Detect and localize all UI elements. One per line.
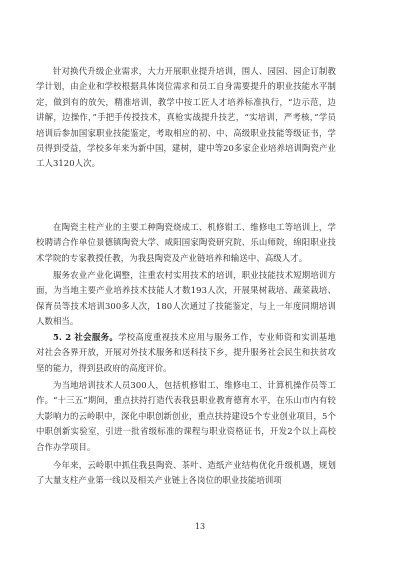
section-heading-social-service: 5. 2 社会服务。 <box>53 332 119 342</box>
paragraph-pillar-industry-training: 在陶瓷主柱产业的主要工种陶瓷烧成工、机修钳工、维修电工等培训上，学校聘请合作单位景德镇陶瓷大学、咸阳国家陶瓷研究院、乐山师院，绵阳职业技术学院的专家教授任教，为我县陶瓷及产业链培养和输送中、高级人才。 <box>36 222 336 263</box>
paragraph-social-service <box>36 330 336 376</box>
paragraph-local-training: 为当地培训技术人员300人，包括机修钳工、维修电工、计算机操作员等工作。“十三五”期间，重点扶持打造代表我县职业教育德育水平，在乐山市内有较大影响力的云岭职中，深化中职创新创业，重点扶持建设5个专业创业项目，5个中职创新实验室，引进一批省级标准的课程与职业资格证书，开发2个以上高校合作办学项目。 <box>36 380 336 452</box>
paragraph-this-year: 今年来，云岭职中抓住我县陶瓷、茶叶、造纸产业结构优化升级机遇，规划了大量支柱产业第一线以及相关产业链上各岗位的职业技能培训项 <box>36 460 336 486</box>
page-number: 13 <box>194 522 206 531</box>
social-service-text: 学校高度重视技术应用与服务工作，专业师资和实训基地对社会各界开放，开展对外技术服务和送科技下乡，提升服务社会民生和扶贫攻坚的能力，得到县政府的高度评价。 <box>36 332 337 373</box>
paragraph-enterprise-training: 针对换代升级企业需求，大力开展职业提升培训，围人、园园、园企订制教学计划，由企业和学校根据具体岗位需求和员工自身需要提升的职业技能水平制定，做到有的放矢，精准培训，教学中按工匠人才培养标准执行，“边示范，边讲解，边操作，”手把手传授技术，真枪实战提升技艺，“实培训，严考核，”学员培训后参加国家职业技能鉴定，考取相应的初、中、高级职业技能等级证书，学员得到受益，学校多年来为新中国，建树，建中等20多家企业培养培训陶瓷产业工人3120人次。 <box>36 66 336 169</box>
paragraph-agricultural-training: 服务农业产业化调整，注重农村实用技术的培训，职业技能技术短期培训方面，为当地主要产业培养技术技能人才数193人次，开展果树栽培、蔬菜栽培、保育员等技术培训300多人次，180人次通过了技能鉴定，与上一年度同期培训人数相当。 <box>36 270 336 327</box>
